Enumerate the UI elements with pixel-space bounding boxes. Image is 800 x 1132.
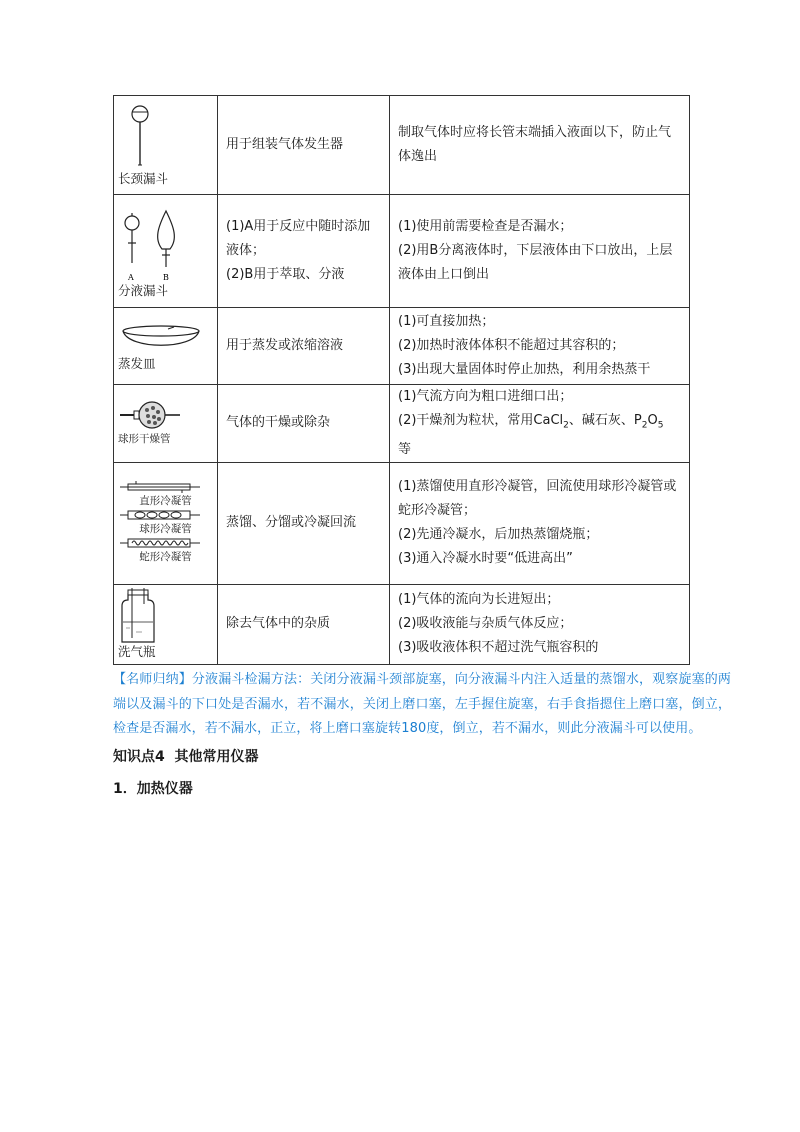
- table-row: [114, 584, 690, 664]
- use-cell: [218, 308, 390, 385]
- notes-cell: [390, 96, 690, 195]
- note-line: 等: [398, 441, 412, 457]
- instrument-name: 直形冷凝管: [139, 495, 192, 508]
- gas-washing-bottle-icon: [118, 588, 158, 644]
- notes-cell: [390, 308, 690, 385]
- note-text: (2)干燥剂为粒状，常用CaCl: [398, 413, 564, 428]
- table-row: [114, 385, 690, 463]
- instrument-cell: [114, 385, 218, 463]
- notes-cell: [390, 195, 690, 308]
- table-row: [114, 195, 690, 308]
- subscript: 5: [657, 420, 664, 431]
- use-text: 除去气体中的杂质: [226, 616, 331, 632]
- separatory-funnel-icon: [118, 203, 190, 283]
- teacher-summary-note: [113, 668, 731, 742]
- instrument-cell: [114, 584, 218, 664]
- note-title: 【名师归纳】: [113, 672, 192, 687]
- use-text: 用于蒸发或浓缩溶液: [226, 338, 344, 353]
- use-cell: [218, 462, 390, 584]
- use-text: 气体的干燥或除杂: [226, 415, 331, 431]
- note-line: (1)使用前需要检查是否漏水；: [398, 219, 573, 234]
- note-line: (3)通入冷凝水时要“低进高出”: [398, 551, 573, 567]
- use-cell: [218, 385, 390, 463]
- instrument-name: 球形冷凝管: [139, 523, 192, 536]
- instrument-cell: [114, 195, 218, 308]
- note-line: (2)用B分离液体时，下层液体由下口放出，上层液体由上口倒出: [398, 243, 673, 282]
- long-neck-funnel-icon: [122, 103, 162, 171]
- use-line: (1)A用于反应中随时添加液体；: [226, 219, 371, 258]
- instrument-name: 分液漏斗: [118, 283, 169, 298]
- note-text: 、碱石灰、P: [568, 413, 642, 428]
- instrument-name: 球形干燥管: [118, 433, 171, 446]
- evaporating-dish-icon: [118, 320, 204, 356]
- section-subtitle: 1．加热仪器: [113, 781, 193, 797]
- instrument-cell: [114, 462, 218, 584]
- instrument-cell: [114, 308, 218, 385]
- drying-tube-icon: [118, 399, 204, 431]
- use-text: 用于组装气体发生器: [226, 137, 344, 152]
- instrument-table: [113, 95, 690, 665]
- instrument-name: 蒸发皿: [118, 356, 156, 371]
- notes-cell: [390, 584, 690, 664]
- note-line: [398, 409, 681, 438]
- subscript: 2: [563, 420, 569, 431]
- use-cell: [218, 96, 390, 195]
- instrument-cell: [114, 96, 218, 195]
- instrument-name: 蛇形冷凝管: [139, 551, 192, 564]
- subscript: 2: [641, 420, 648, 431]
- notes-cell: [390, 462, 690, 584]
- straight-condenser-icon: [118, 481, 204, 493]
- note-line: (3)吸收液体积不超过洗气瓶容积的: [398, 640, 599, 656]
- table-row: [114, 96, 690, 195]
- note-line: (1)蒸馏使用直形冷凝管，回流使用球形冷凝管或蛇形冷凝管；: [398, 479, 677, 519]
- note-line: (1)气体的流向为长进短出；: [398, 592, 560, 608]
- note-line: 制取气体时应将长管末端插入液面以下，防止气体逸出: [398, 125, 672, 164]
- use-cell: [218, 195, 390, 308]
- note-line: (1)可直接加热；: [398, 314, 495, 329]
- note-text: O: [647, 413, 658, 428]
- note-line: (3)出现大量固体时停止加热，利用余热蒸干: [398, 362, 651, 377]
- note-body: 分液漏斗检漏方法：关闭分液漏斗颈部旋塞，向分液漏斗内注入适量的蒸馏水，观察旋塞的两端以及漏斗的下口处是否漏水，若不漏水，关闭上磨口塞，左手握住旋塞，右手食指摁住上磨口塞，倒立，检查是否漏水，若不漏水，正立，将上磨口塞旋转180度，倒立，若不漏水，则此分液漏斗可以使用。: [113, 672, 731, 736]
- use-text: 蒸馏、分馏或冷凝回流: [226, 515, 357, 531]
- instrument-name: 洗气瓶: [118, 644, 156, 660]
- use-cell: [218, 584, 390, 664]
- note-line: (2)先通冷凝水，后加热蒸馏烧瓶；: [398, 527, 599, 543]
- label-b: B: [163, 273, 169, 282]
- coil-condenser-icon: [118, 537, 204, 549]
- section-title: 知识点4 其他常用仪器: [113, 749, 259, 765]
- use-line: (2)B用于萃取、分液: [226, 267, 345, 282]
- note-line: (2)吸收液能与杂质气体反应；: [398, 616, 573, 632]
- table-row: [114, 308, 690, 385]
- table-row: [114, 462, 690, 584]
- bulb-condenser-icon: [118, 509, 204, 521]
- notes-cell: [390, 385, 690, 463]
- note-line: (1)气流方向为粗口进细口出；: [398, 389, 573, 404]
- instrument-name: 长颈漏斗: [118, 171, 169, 186]
- label-a: A: [128, 273, 134, 282]
- note-line: (2)加热时液体体积不能超过其容积的；: [398, 338, 625, 353]
